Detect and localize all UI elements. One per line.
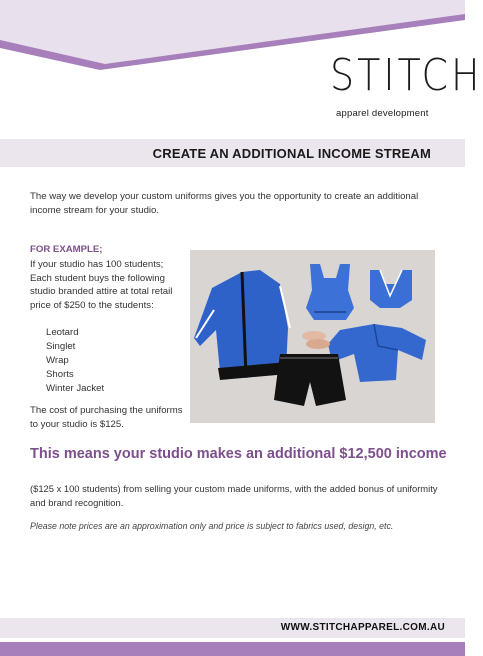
bottom-decorative-stripe: [0, 642, 465, 656]
stitch-logo: [330, 49, 483, 122]
intro-paragraph: The way we develop your custom uniforms gives you the opportunity to create an additional income stream for your studio.: [30, 191, 419, 216]
example-label: FOR EXAMPLE;: [30, 244, 103, 255]
uniform-illustration: [190, 250, 435, 423]
uniform-product-photo: [190, 250, 435, 423]
cost-text: The cost of purchasing the uniforms to your studio is $125.: [30, 405, 183, 430]
list-item: Winter Jacket: [46, 383, 105, 394]
list-item: Leotard: [46, 327, 79, 338]
list-item: Wrap: [46, 355, 69, 366]
list-item: Shorts: [46, 369, 74, 380]
explanation-paragraph: ($125 x 100 students) from selling your custom made uniforms, with the added bonus of uniformity and brand recognition.: [30, 483, 438, 508]
logo-wordmark: STITCH: [330, 49, 483, 101]
list-item: Singlet: [46, 341, 76, 352]
uniform-item-list: [46, 326, 104, 396]
income-headline: This means your studio makes an additional $12,500 income: [30, 446, 447, 462]
page-title: CREATE AN ADDITIONAL INCOME STREAM: [152, 146, 431, 161]
pricing-disclaimer: Please note prices are an approximation only and price is subject to fabrics used, design, etc.: [30, 521, 394, 531]
website-url: WWW.STITCHAPPAREL.COM.AU: [280, 622, 445, 633]
logo-tagline: apparel development: [336, 108, 429, 119]
example-text: If your studio has 100 students; Each student buys the following studio branded attire at total retail price of $250 to the students:: [30, 259, 173, 311]
